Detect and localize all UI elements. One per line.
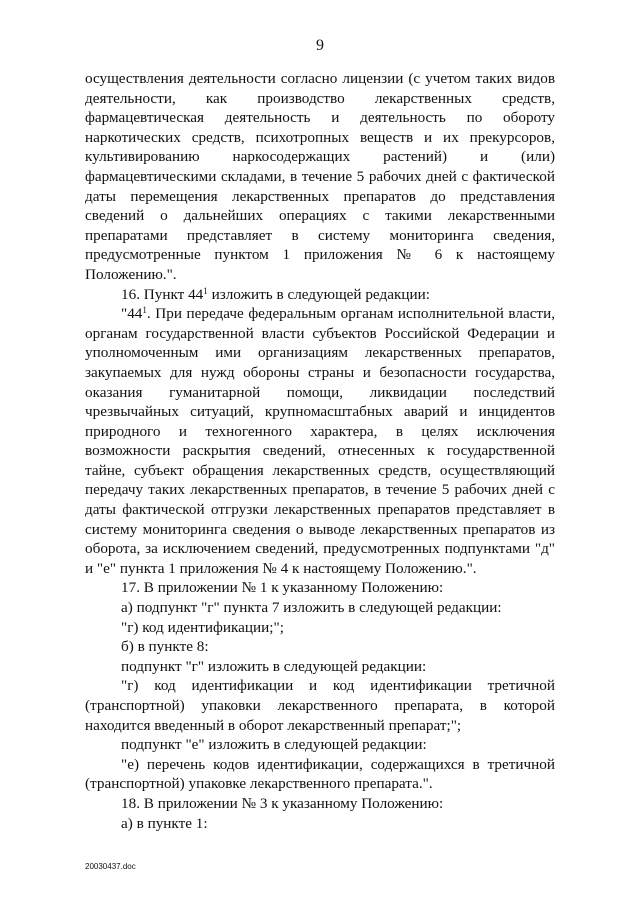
paragraph-item-16: 16. Пункт $44^1$ изложить в следующей редакции: <box>121 285 430 303</box>
paragraph-subpoint-g-text: "г) код идентификации и код идентификации третичной (транспортной) упаковки лекарственного препарата, в которой находится введенный в оборот лекарственный препарат;"; <box>85 677 555 734</box>
paragraph-subpoint-e-text: "е) перечень кодов идентификации, содержащихся в третичной (транспортной) упаковке лекарственного препарата.". <box>85 755 555 793</box>
paragraph-item-44-1: "$44^1$. При передаче федеральным органам исполнительной власти, органам государственной власти субъектов Российской Федерации и уполномоченным ими организациям лекарственных препаратов, закупаемых для нужд обороны страны и безопасности государства, оказания гуманитарной помощи, ликвидации последствий чрезвычайных ситуаций, крупномасштабных аварий и инцидентов природного и техногенного характера, в целях исключения возможности раскрытия сведений, отнесенных к государственной тайне, субъект обращения лекарственных средств, осуществляющий передачу таких лекарственных препаратов, в течение 5 рабочих дней с даты фактической отгрузки лекарственных препаратов представляет в систему мониторинга сведения о выводе лекарственных препаратов из оборота, за исключением сведений, предусмотренных подпунктами "д" и "е" пункта 1 приложения № 4 к настоящему Положению.". <box>85 305 555 577</box>
paragraph-item-17: 17. В приложении № 1 к указанному Положению: <box>121 579 444 597</box>
paragraph-licensing-continuation: осуществления деятельности согласно лицензии (с учетом таких видов деятельности, как производство лекарственных средств, фармацевтическая деятельность и деятельность по обороту наркотических средств, психотропных веществ и их прекурсоров, культивированию наркосодержащих растений) и (или) фармацевтическими складами, в течение 5 рабочих дней с фактической даты перемещения лекарственных препаратов до представления сведений о дальнейших операциях с такими лекарственными препаратами представляет в систему мониторинга сведения, предусмотренные пунктом 1 приложения № 6 к настоящему Положению.". <box>85 70 555 283</box>
page-number: 9 <box>316 37 324 54</box>
paragraph-subitem-a: а) подпункт "г" пункта 7 изложить в следующей редакции: <box>121 599 502 617</box>
document-filename: 20030437.doc <box>85 862 136 871</box>
paragraph-subpoint-g: подпункт "г" изложить в следующей редакции: <box>121 657 427 675</box>
paragraph-subitem-a-point-1: а) в пункте 1: <box>121 814 208 832</box>
paragraph-subitem-b: б) в пункте 8: <box>121 638 209 656</box>
document-body <box>85 69 555 833</box>
paragraph-item-18: 18. В приложении № 3 к указанному Положению: <box>121 794 444 812</box>
paragraph-subpoint-e: подпункт "е" изложить в следующей редакции: <box>121 736 427 754</box>
paragraph-subitem-g-text: "г) код идентификации;"; <box>121 618 284 636</box>
